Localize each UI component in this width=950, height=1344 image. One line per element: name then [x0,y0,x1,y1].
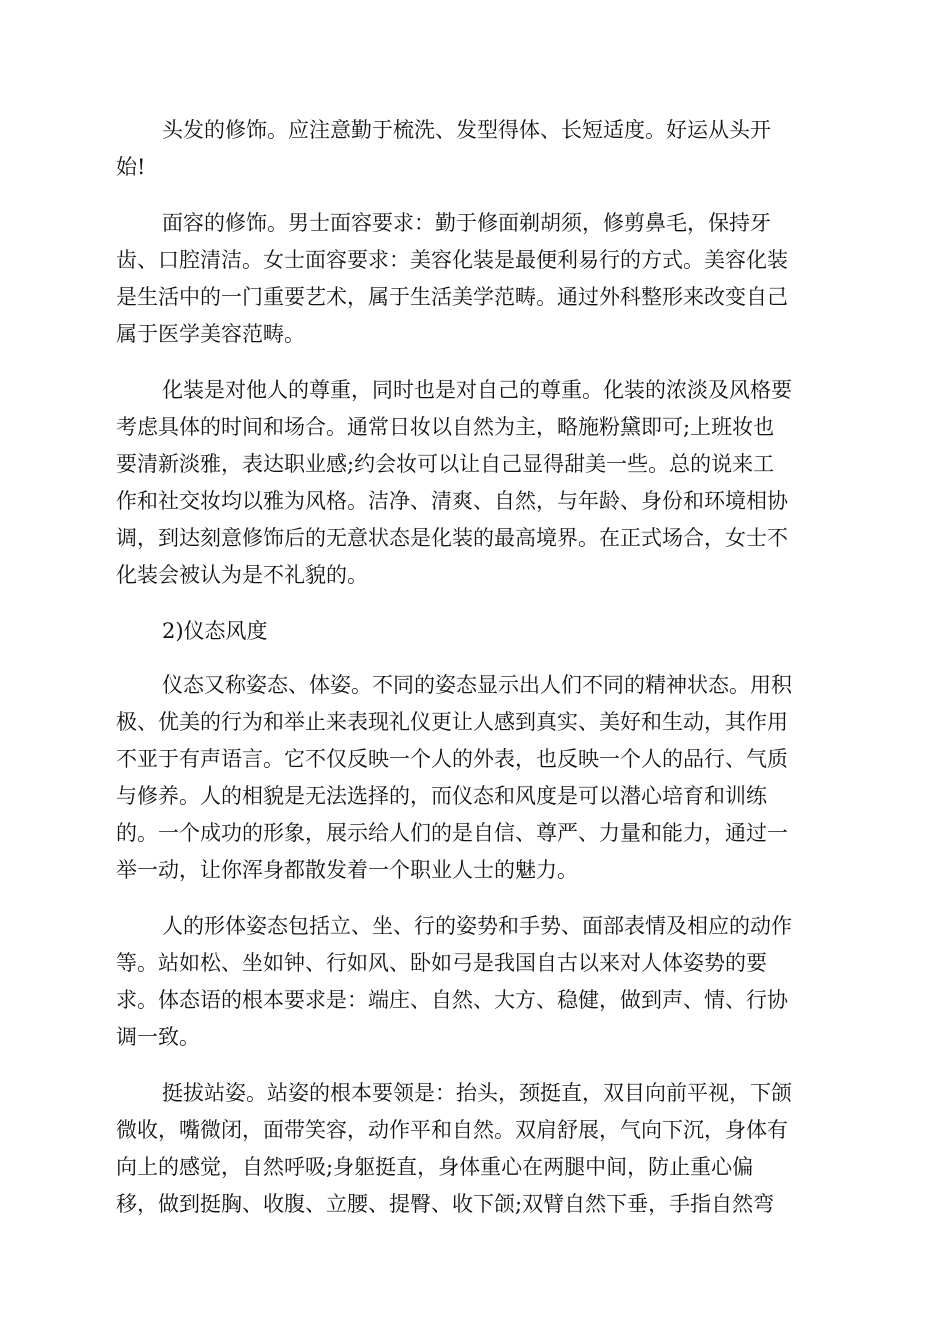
paragraph-hair [116,112,834,186]
text-line: 是生活中的一门重要艺术，属于生活美学范畴。通过外科整形来改变自己 [116,285,788,309]
text-line: 仪态又称姿态、体姿。不同的姿态显示出人们不同的精神状态。用积 [162,673,792,697]
text-line: 人的形体姿态包括立、坐、行的姿势和手势、面部表情及相应的动作 [162,914,792,938]
text-line: 不亚于有声语言。它不仅反映一个人的外表，也反映一个人的品行、气质 [116,747,788,771]
text-line: 化装会被认为是不礼貌的。 [116,563,368,587]
text-line: 面容的修饰。男士面容要求：勤于修面剃胡须，修剪鼻毛，保持牙 [162,211,771,235]
text-line: 移，做到挺胸、收腹、立腰、提臀、收下颌;双臂自然下垂，手指自然弯 [116,1192,775,1216]
text-line: 极、优美的行为和举止来表现礼仪更让人感到真实、美好和生动，其作用 [116,710,788,734]
text-line: 考虑具体的时间和场合。通常日妆以自然为主，略施粉黛即可;上班妆也 [116,415,775,439]
text-line: 齿、口腔清洁。女士面容要求：美容化装是最便利易行的方式。美容化装 [116,248,788,272]
text-line: 的。一个成功的形象，展示给人们的是自信、尊严、力量和能力，通过一 [116,821,788,845]
text-line: 与修养。人的相貌是无法选择的，而仪态和风度是可以潜心培育和训练 [116,784,767,808]
text-line: 微收，嘴微闭，面带笑容，动作平和自然。双肩舒展，气向下沉，身体有 [116,1118,788,1142]
text-line: 调，到达刻意修饰后的无意状态是化装的最高境界。在正式场合，女士不 [116,526,788,550]
paragraph-face [116,205,834,353]
heading-text: 2)仪态风度 [162,619,268,643]
section-heading [116,613,834,650]
paragraph-posture [116,908,834,1056]
paragraph-makeup [116,372,834,594]
document-page [116,112,834,1242]
paragraph-standing [116,1075,834,1223]
text-line: 求。体态语的根本要求是：端庄、自然、大方、稳健，做到声、情、行协 [116,988,788,1012]
text-line: 始! [116,155,146,179]
text-line: 化装是对他人的尊重，同时也是对自己的尊重。化装的浓淡及风格要 [162,378,792,402]
paragraph-demeanor [116,667,834,889]
text-line: 调一致。 [116,1025,200,1049]
text-line: 头发的修饰。应注意勤于梳洗、发型得体、长短适度。好运从头开 [162,118,771,142]
text-line: 举一动，让你浑身都散发着一个职业人士的魅力。 [116,858,578,882]
text-line: 属于医学美容范畴。 [116,322,305,346]
text-line: 作和社交妆均以雅为风格。洁净、清爽、自然，与年龄、身份和环境相协 [116,489,788,513]
text-line: 要清新淡雅，表达职业感;约会妆可以让自己显得甜美一些。总的说来工 [116,452,775,476]
text-line: 等。站如松、坐如钟、行如风、卧如弓是我国自古以来对人体姿势的要 [116,951,767,975]
text-line: 向上的感觉，自然呼吸;身躯挺直，身体重心在两腿中间，防止重心偏 [116,1155,754,1179]
text-line: 挺拔站姿。站姿的根本要领是：抬头，颈挺直，双目向前平视，下颌 [162,1081,792,1105]
